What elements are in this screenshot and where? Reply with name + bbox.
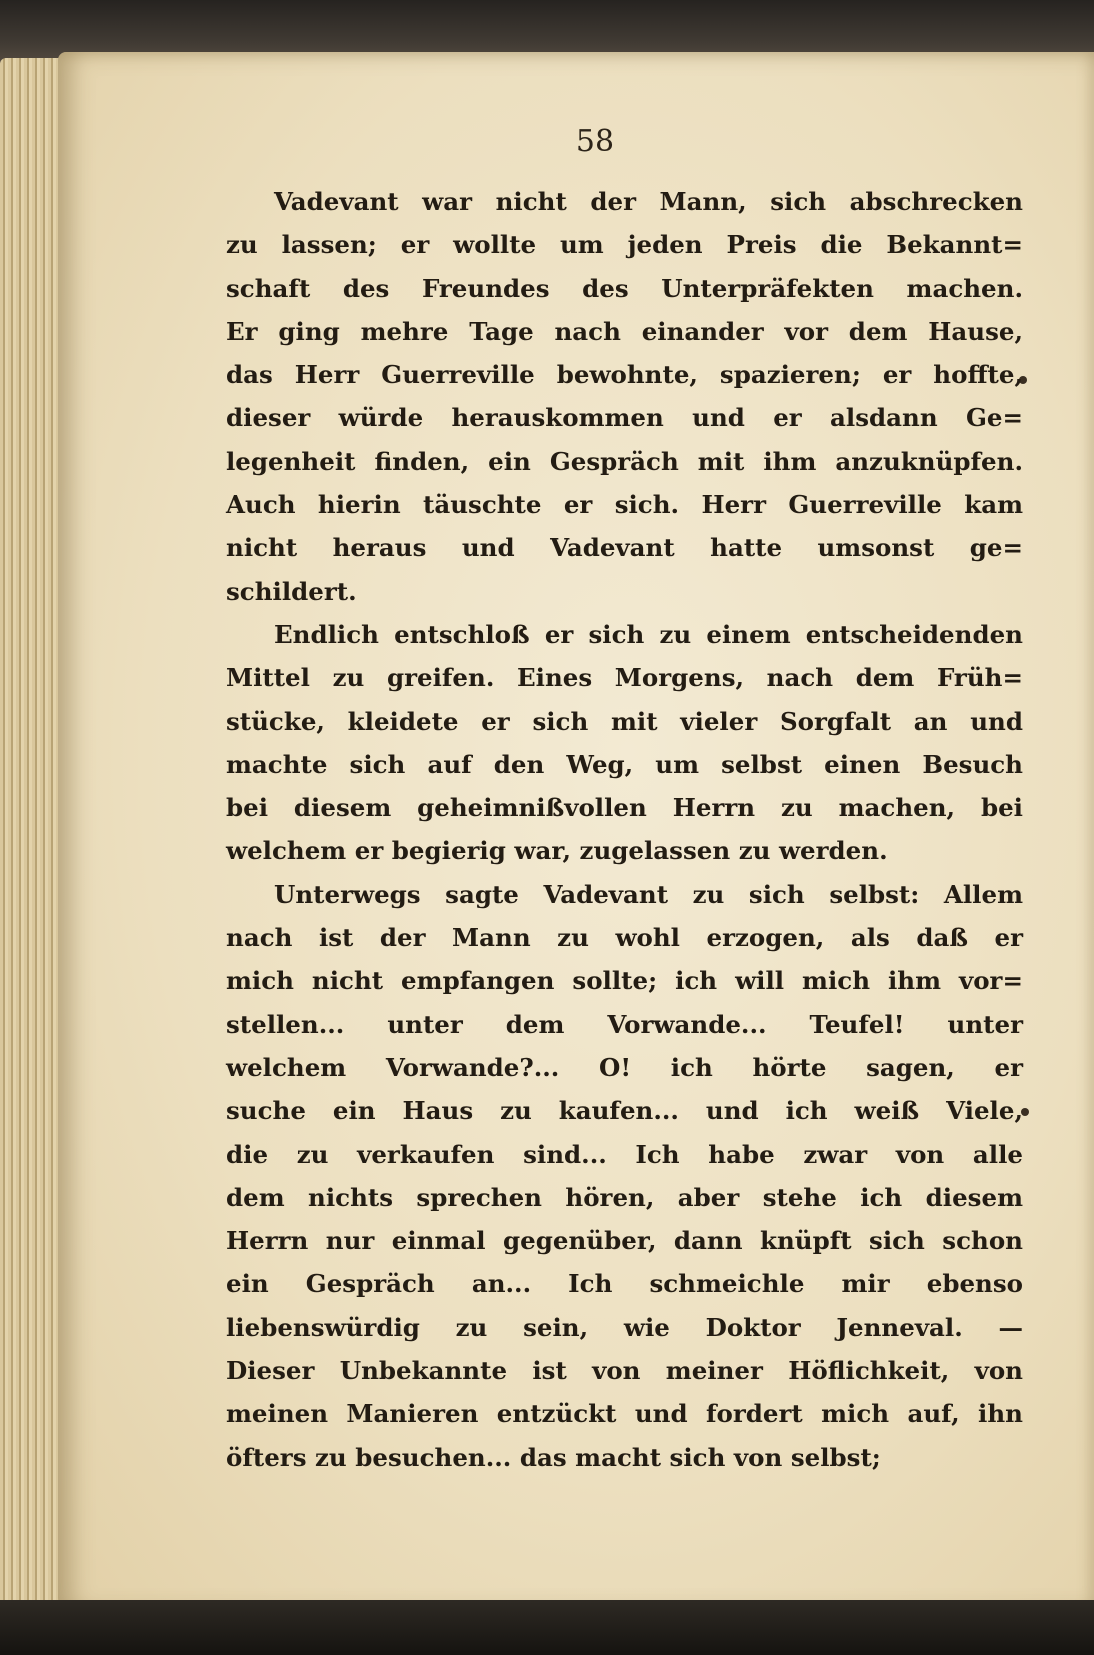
text-line: schildert. xyxy=(226,576,357,606)
text-line: öfters zu besuchen... das macht sich von selbst; xyxy=(226,1442,881,1472)
text-line: bei diesem geheimnißvollen Herrn zu machen, bei xyxy=(226,793,1023,823)
text-line: Endlich entschloß er sich zu einem entscheidenden xyxy=(274,619,1023,649)
text-line: nicht heraus und Vadevant hatte umsonst ge= xyxy=(226,533,1023,563)
text-line: schaft des Freundes des Unterpräfekten machen. xyxy=(226,273,1023,303)
text-line: Vadevant war nicht der Mann, sich abschrecken xyxy=(274,187,1023,216)
text-line: suche ein Haus zu kaufen... und ich weiß Viele, xyxy=(226,1096,1023,1126)
book-cover-bottom-edge xyxy=(0,1600,1094,1655)
text-line: machte sich auf den Weg, um selbst einen Besuch xyxy=(226,749,1023,779)
text-line: stücke, kleidete er sich mit vieler Sorgfalt an und xyxy=(226,706,1023,736)
text-line: Dieser Unbekannte ist von meiner Höflichkeit, von xyxy=(226,1356,1023,1386)
text-line: ein Gespräch an... Ich schmeichle mir ebenso xyxy=(226,1269,1023,1299)
text-line: nach ist der Mann zu wohl erzogen, als daß er xyxy=(226,923,1023,953)
text-line: welchem Vorwande?... O! ich hörte sagen, er xyxy=(226,1052,1023,1082)
text-line: legenheit finden, ein Gespräch mit ihm anzuknüpfen. xyxy=(226,446,1023,476)
text-line: dieser würde herauskommen und er alsdann Ge= xyxy=(226,403,1023,433)
text-line: mich nicht empfangen sollte; ich will mich ihm vor= xyxy=(226,966,1023,996)
text-line: Auch hierin täuschte er sich. Herr Guerreville kam xyxy=(226,490,1023,520)
text-line: zu lassen; er wollte um jeden Preis die Bekannt= xyxy=(226,230,1023,260)
text-line: meinen Manieren entzückt und fordert mich auf, ihn xyxy=(226,1399,1023,1429)
page-number: 58 xyxy=(575,124,615,159)
text-line: die zu verkaufen sind... Ich habe zwar von alle xyxy=(226,1139,1023,1169)
body-text xyxy=(226,180,1026,1479)
text-line: welchem er begierig war, zugelassen zu werden. xyxy=(226,836,888,866)
text-line: Herrn nur einmal gegenüber, dann knüpft sich schon xyxy=(226,1226,1023,1256)
text-line: das Herr Guerreville bewohnte, spazieren; er hoffte, xyxy=(226,360,1023,390)
text-line: Er ging mehre Tage nach einander vor dem Hause, xyxy=(226,316,1023,346)
text-line: dem nichts sprechen hören, aber stehe ich diesem xyxy=(226,1182,1023,1212)
text-line: Mittel zu greifen. Eines Morgens, nach dem Früh= xyxy=(226,663,1023,693)
text-line: liebenswürdig zu sein, wie Doktor Jenneval. — xyxy=(226,1312,1023,1342)
text-line: stellen... unter dem Vorwande... Teufel! unter xyxy=(226,1009,1023,1039)
text-line: Unterwegs sagte Vadevant zu sich selbst: Allem xyxy=(274,879,1023,909)
